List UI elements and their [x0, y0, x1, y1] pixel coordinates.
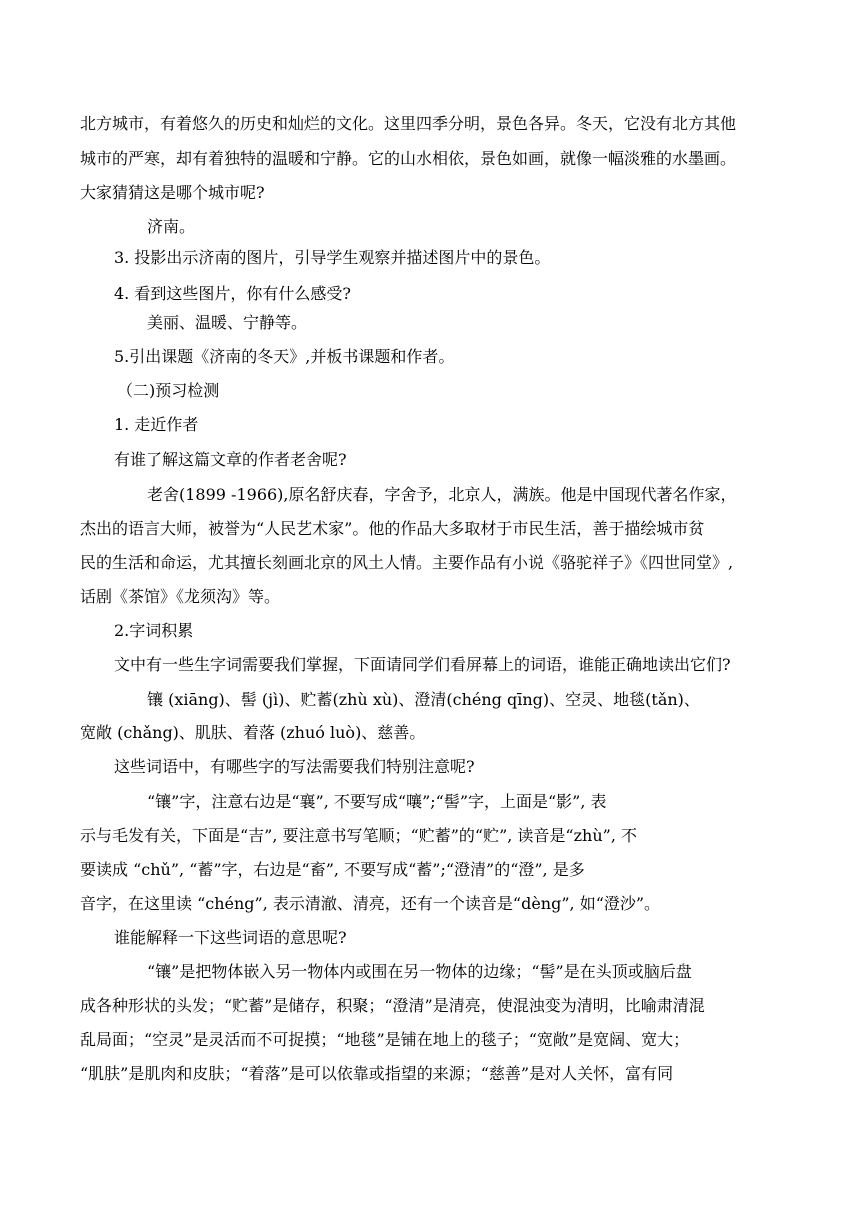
text-line: 示与毛发有关，下面是“吉”, 要注意书写笔顺；“贮蓄”的“贮”, 读音是“zhù”, 不: [80, 826, 637, 845]
text-line: 民的生活和命运，尤其擅长刻画北京的风土人情。主要作品有小说《骆驼祥子》《四世同堂》,: [80, 553, 734, 572]
text-line: 宽敞 (chǎng)、肌肤、着落 (zhuó luò)、慈善。: [80, 723, 426, 742]
text-line: “镶”是把物体嵌入另一物体内或围在另一物体的边缘；“髻”是在头顶或脑后盘: [147, 962, 692, 981]
text-line: 话剧《茶馆》《龙须沟》等。: [80, 587, 281, 606]
section-heading: （二)预习检测: [117, 381, 220, 400]
text-line: 乱局面；“空灵”是灵活而不可捉摸；“地毯”是铺在地上的毯子；“宽敞”是宽阔、宽大；: [80, 1030, 690, 1049]
text-line: 城市的严寒，却有着独特的温暖和宁静。它的山水相依，景色如画，就像一幅淡雅的水墨画。: [80, 149, 737, 168]
text-line: “肌肤”是肌肉和皮肤；“着落”是可以依靠或指望的来源；“慈善”是对人关怀，富有同: [80, 1064, 674, 1083]
text-line: 镶 (xiāng)、髻 (jì)、贮蓄(zhù xù)、澄清(chéng qīng)、空灵、地毯(tǎn)、: [147, 690, 700, 709]
text-line: 这些词语中，有哪些字的写法需要我们特别注意呢?: [114, 757, 475, 776]
list-item: 5.引出课题《济南的冬天》,并板书课题和作者。: [114, 347, 455, 366]
text-line: 济南。: [147, 217, 196, 236]
text-line: 杰出的语言大师，被誉为“人民艺术家”。他的作品大多取材于市民生活，善于描绘城市贫: [80, 519, 705, 538]
text-line: 大家猜猜这是哪个城市呢?: [80, 183, 265, 202]
text-line: 北方城市，有着悠久的历史和灿烂的文化。这里四季分明，景色各异。冬天，它没有北方其他: [80, 114, 737, 133]
text-line: 要读成 “chǔ”, “蓄”字，右边是“畜”, 不要写成“蓄”;“澄清”的“澄”, 是多: [80, 860, 585, 879]
text-line: “镶”字，注意右边是“襄”, 不要写成“嚷”;“髻”字，上面是“影”, 表: [147, 792, 607, 811]
text-line: 成各种形状的头发；“贮蓄”是储存，积聚；“澄清”是清亮，使混浊变为清明，比喻肃清混: [80, 996, 705, 1015]
text-line: 美丽、温暖、宁静等。: [147, 313, 308, 332]
list-item: 3. 投影出示济南的图片，引导学生观察并描述图片中的景色。: [114, 248, 551, 267]
text-line: 文中有一些生字词需要我们掌握，下面请同学们看屏幕上的词语，谁能正确地读出它们?: [114, 655, 731, 674]
subsection-heading: 2.字词积累: [114, 621, 194, 640]
text-line: 谁能解释一下这些词语的意思呢?: [114, 928, 347, 947]
list-item: 4. 看到这些图片，你有什么感受?: [114, 284, 351, 303]
subsection-heading: 1. 走近作者: [114, 415, 199, 434]
text-line: 老舍(1899 -1966),原名舒庆春，字舍予，北京人，满族。他是中国现代著名作家，: [147, 485, 737, 504]
text-line: 音字，在这里读 “chéng”, 表示清澈、清亮，还有一个读音是“dèng”, 如“澄沙”。: [80, 894, 661, 913]
text-line: 有谁了解这篇文章的作者老舍呢?: [114, 450, 347, 469]
